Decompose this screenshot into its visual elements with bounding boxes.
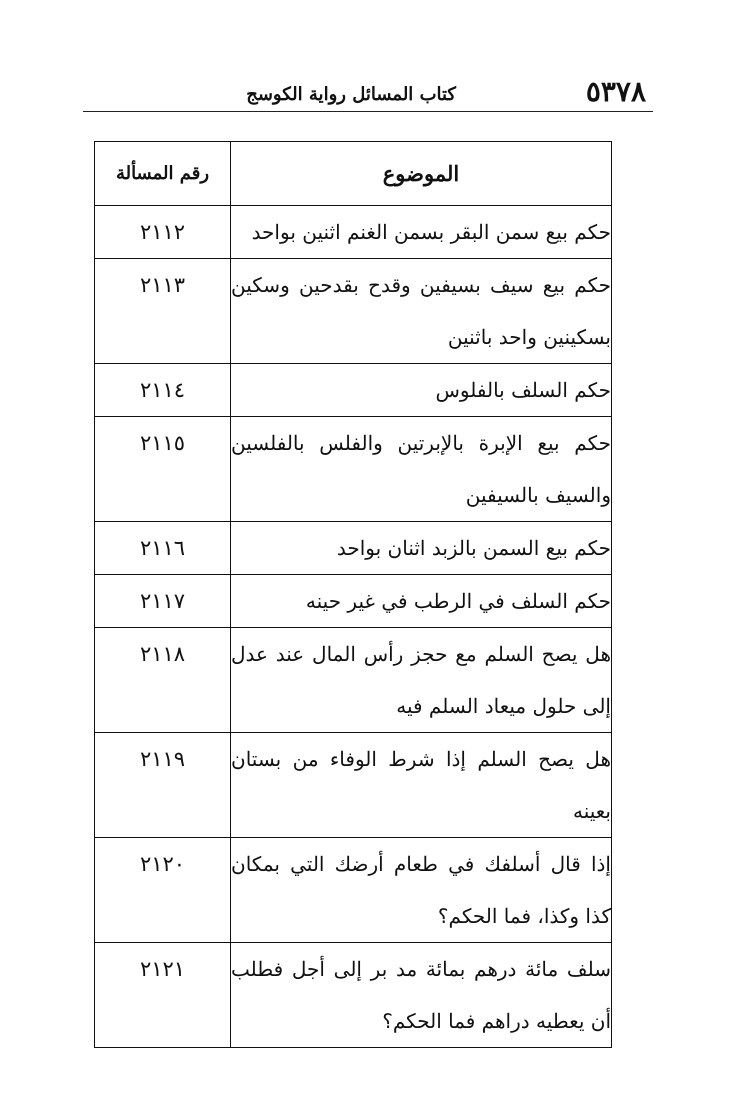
table-row	[95, 575, 612, 628]
issue-number-cell: ٢١١٧	[95, 575, 231, 628]
topic-cell: حكم بيع سمن البقر بسمن الغنم اثنين بواحد	[231, 206, 612, 259]
topic-cell: هل يصح السلم إذا شرط الوفاء من بستان بعينه	[231, 733, 612, 838]
issue-number-cell: ٢١٢٠	[95, 838, 231, 943]
page-number: ٥٣٧٨	[585, 75, 646, 108]
topic-cell: حكم بيع سيف بسيفين وقدح بقدحين وسكين بسكينين واحد باثنين	[231, 259, 612, 364]
table-row	[95, 733, 612, 838]
topic-cell: سلف مائة درهم بمائة مد بر إلى أجل فطلب أن يعطيه دراهم فما الحكم؟	[231, 943, 612, 1048]
issue-number-cell: ٢١١٦	[95, 522, 231, 575]
header-divider	[83, 111, 653, 112]
topic-cell: حكم بيع الإبرة بالإبرتين والفلس بالفلسين والسيف بالسيفين	[231, 417, 612, 522]
table-row	[95, 522, 612, 575]
table-header-row	[95, 142, 612, 206]
issue-number-cell: ٢١١٤	[95, 364, 231, 417]
issue-number-cell: ٢١١٣	[95, 259, 231, 364]
table-row	[95, 628, 612, 733]
issue-number-cell: ٢١١٩	[95, 733, 231, 838]
table-row	[95, 417, 612, 522]
topics-table	[94, 141, 612, 1048]
topic-cell: حكم بيع السمن بالزبد اثنان بواحد	[231, 522, 612, 575]
table-row	[95, 259, 612, 364]
topic-column-header: الموضوع	[231, 142, 612, 206]
issue-number-cell: ٢١١٥	[95, 417, 231, 522]
topic-cell: حكم السلف في الرطب في غير حينه	[231, 575, 612, 628]
topic-cell: حكم السلف بالفلوس	[231, 364, 612, 417]
issue-number-cell: ٢١١٨	[95, 628, 231, 733]
number-column-header: رقم المسألة	[95, 142, 231, 206]
table-row	[95, 206, 612, 259]
topic-cell: إذا قال أسلفك في طعام أرضك التي بمكان كذا وكذا، فما الحكم؟	[231, 838, 612, 943]
table-row	[95, 943, 612, 1048]
issue-number-cell: ٢١٢١	[95, 943, 231, 1048]
topic-cell: هل يصح السلم مع حجز رأس المال عند عدل إلى حلول ميعاد السلم فيه	[231, 628, 612, 733]
table-row	[95, 364, 612, 417]
table-row	[95, 838, 612, 943]
book-title: كتاب المسائل رواية الكوسج	[246, 84, 456, 105]
issue-number-cell: ٢١١٢	[95, 206, 231, 259]
